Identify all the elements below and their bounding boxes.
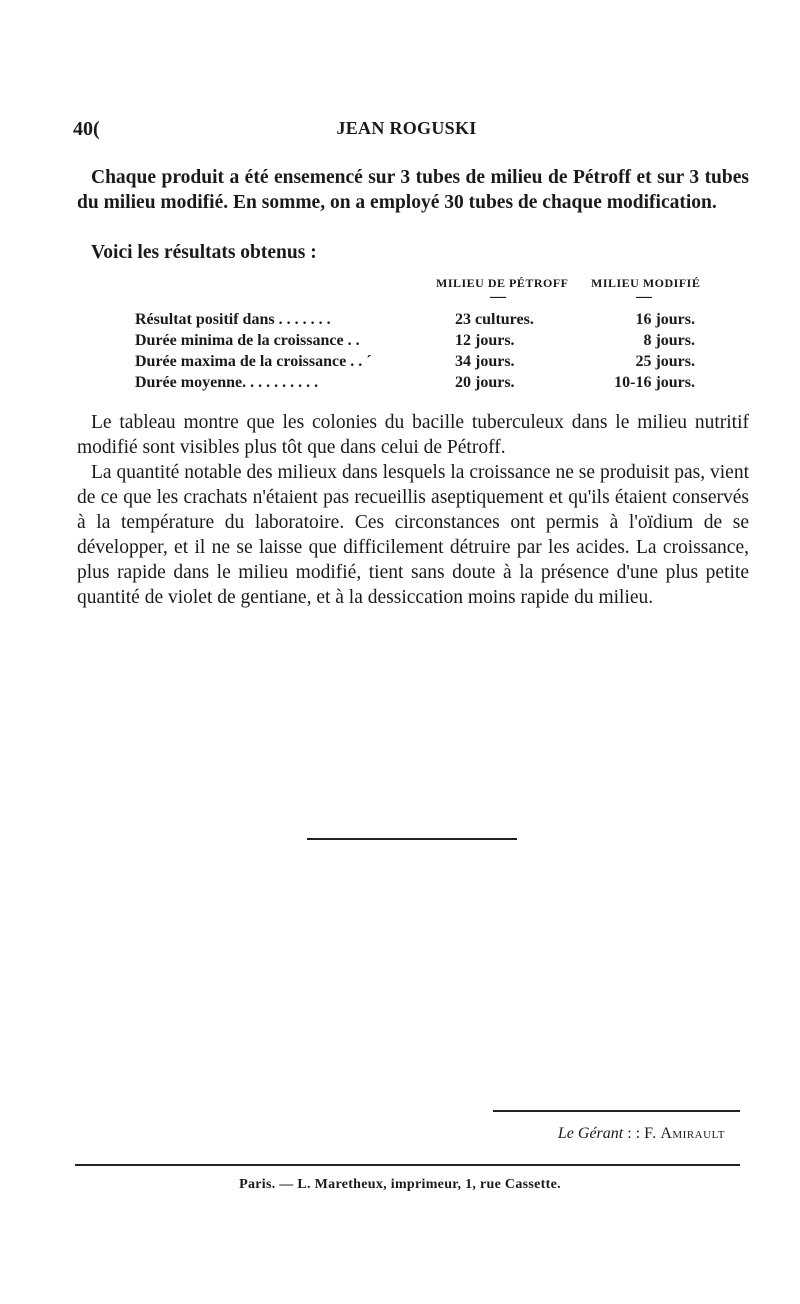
table-cell-modifie: 10-16 jours.	[614, 374, 695, 391]
table-row	[135, 332, 695, 354]
table-row	[135, 353, 695, 375]
gerant-signature	[558, 1125, 725, 1143]
printer-imprint: Paris. — L. Maretheux, imprimeur, 1, rue Cassette.	[239, 1177, 561, 1192]
table-row	[135, 311, 695, 333]
paragraph-1: Chaque produit a été ensemencé sur 3 tubes de milieu de Pétroff et sur 3 tubes du milieu modifié. En somme, on a employé 30 tubes de chaque modification.	[77, 167, 749, 213]
table-row-label: Durée moyenne. . . . . . . . . .	[135, 374, 319, 391]
table-col-dash-petroff: —	[490, 288, 506, 305]
gerant-label: Le Gérant	[557, 1125, 624, 1142]
table-row-label: Durée minima de la croissance . .	[135, 332, 360, 349]
signature-rule	[493, 1110, 740, 1112]
table-row-label: Durée maxima de la croissance . . ´	[135, 353, 372, 370]
table-row	[135, 374, 695, 396]
table-cell-petroff: 34 jours.	[455, 353, 515, 370]
running-head: JEAN ROGUSKI	[336, 118, 477, 138]
page-header	[73, 118, 740, 148]
table-cell-petroff: 20 jours.	[455, 374, 515, 391]
gerant-separator: : :	[623, 1125, 645, 1142]
table-col-header-modifie: MILIEU MODIFIÉ	[591, 276, 701, 290]
table-cell-petroff: 23 cultures.	[455, 311, 534, 328]
table-cell-petroff: 12 jours.	[455, 332, 515, 349]
section-divider	[307, 838, 517, 840]
paragraph-2: Voici les résultats obtenus :	[91, 242, 317, 263]
table-cell-modifie: 16 jours.	[635, 311, 695, 328]
gerant-name: F. Amirault	[644, 1125, 725, 1142]
table-cell-modifie: 25 jours.	[635, 353, 695, 370]
footer-rule	[75, 1164, 740, 1166]
table-col-header-petroff: MILIEU DE PÉTROFF	[436, 276, 569, 290]
table-col-dash-modifie: —	[636, 288, 652, 305]
table-cell-modifie: 8 jours.	[643, 332, 695, 349]
paragraph-3: Le tableau montre que les colonies du bacille tuberculeux dans le milieu nutritif modifié sont visibles plus tôt que dans celui de Pétroff.	[77, 412, 749, 458]
paragraph-4: La quantité notable des milieux dans lesquels la croissance ne se produisit pas, vient de ce que les crachats n'étaient pas recueillis aseptiquement et qu'ils étaient conservés à la température du laboratoire. Ces circonstances ont permis à l'oïdium de se développer, et il ne se laisse que difficilement détruire par les acides. La croissance, plus rapide dans le milieu modifié, tient sans doute à la présence d'une plus petite quantité de violet de gentiane, et à la dessiccation moins rapide du milieu.	[77, 462, 749, 608]
table-row-label: Résultat positif dans . . . . . . .	[135, 311, 331, 328]
page-number: 40(	[73, 118, 100, 140]
